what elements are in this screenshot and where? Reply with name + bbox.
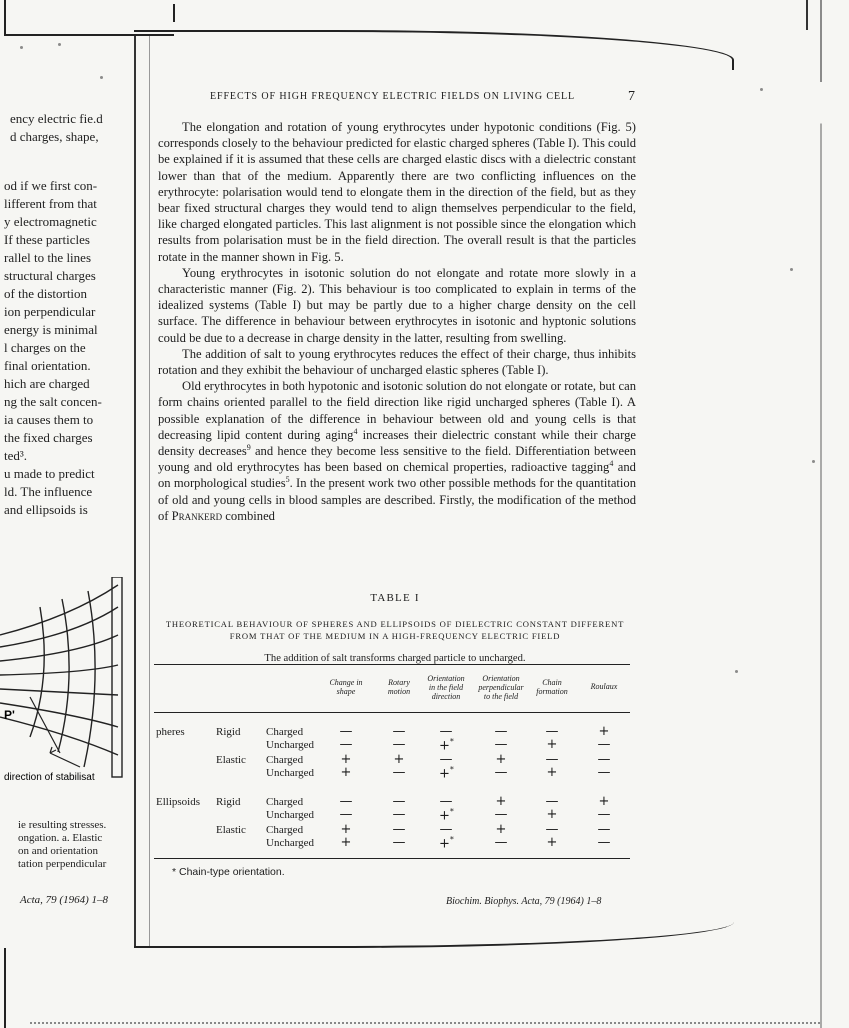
table-symbol: — <box>597 822 611 837</box>
column-header-line: Orientation <box>482 674 520 683</box>
left-page-line: energy is minimal <box>4 322 98 337</box>
figure-direction-label: direction of stabilisat <box>4 772 95 783</box>
table-symbol: — <box>392 807 406 822</box>
table-symbol: +* <box>439 835 454 852</box>
table-symbol: — <box>439 794 453 809</box>
left-page-line: the fixed charges <box>4 430 93 445</box>
row-charge-label: Charged <box>266 824 304 836</box>
column-header <box>318 678 374 696</box>
table-symbol: — <box>392 724 406 739</box>
left-caption-line: ongation. a. Elastic <box>18 832 103 844</box>
table-symbol: — <box>494 724 508 739</box>
table-symbol: + <box>340 822 352 837</box>
page-gutter <box>134 36 150 946</box>
table-symbol: — <box>494 835 508 850</box>
column-header <box>576 682 632 691</box>
row-charge-label: Uncharged <box>266 809 315 821</box>
table-symbol: — <box>339 794 353 809</box>
table-rule <box>154 712 630 713</box>
column-header <box>418 674 474 701</box>
table-symbol: — <box>439 724 453 739</box>
reference-marker: 4 <box>609 459 614 469</box>
left-page-figure <box>0 577 135 787</box>
table-symbol: — <box>494 765 508 780</box>
table-symbol: — <box>339 737 353 752</box>
scan-speck <box>790 268 793 271</box>
left-page-line: If these particles <box>4 232 90 247</box>
table-footnote: * Chain-type orientation. <box>172 866 285 878</box>
scan-border <box>30 1022 820 1024</box>
left-page-line: and ellipsoids is <box>4 502 88 517</box>
column-header-line: Rotary <box>388 678 410 687</box>
left-page-line: lifferent from that <box>4 196 97 211</box>
left-caption-line: tation perpendicular <box>18 858 107 870</box>
table-symbol: — <box>545 752 559 767</box>
left-facing-page <box>0 36 135 946</box>
reference-marker: 5 <box>285 475 290 485</box>
table-label: TABLE I <box>370 592 420 604</box>
column-header-line: direction <box>431 692 461 701</box>
table-symbol: — <box>439 822 453 837</box>
body-paragraph: The elongation and rotation of young erythrocytes under hypotonic conditions (Fig. 5) corresponds closely to the behaviour predicted for elastic charged spheres (Table I). This could be explained if it is assumed that these cells are charged elastic discs with a dielectric constant lower than that of the medium. Apparently there are two conflicting influences on the erythrocyte: polarisation would tend to elongate them in the direction of the field, but as they bear fixed structural charges they would tend to align themselves perpendicular to the field, like charged elongated particles. This last alignment is not possible since the elongation which results from polarisation must be in the field direction. The overall result is that the particles rotate in the manner shown in Fig. 5. <box>158 120 636 264</box>
body-paragraph: Young erythrocytes in isotonic solution do not elongate and rotate more slowly in a characteristic manner (Fig. 2). This behaviour is too complicated to explain in terms of the idealized systems (Table I) but may be partly due to a higher charge density on the cell surface. The difference in behaviour between erythrocytes in isotonic and hyptonic solutions could be due to a decrease in charge density in the latter, resulting from swelling. <box>158 265 636 345</box>
left-page-line: rallel to the lines <box>4 250 92 265</box>
row-subgroup-type: Elastic <box>216 824 246 836</box>
left-page-line: ency electric fie.d <box>10 111 103 126</box>
table-symbol: +* <box>439 765 454 782</box>
left-page-line: hich are charged <box>4 376 90 391</box>
column-header-line: Orientation <box>427 674 465 683</box>
row-subgroup-type: Elastic <box>216 754 246 766</box>
table-symbol: +* <box>439 807 454 824</box>
left-page-line: y electromagnetic <box>4 214 97 229</box>
table-symbol: — <box>494 807 508 822</box>
left-caption-line: on and orientation <box>18 845 99 857</box>
table-symbol: — <box>597 752 611 767</box>
author-name: Prankerd <box>171 508 223 523</box>
main-page <box>150 80 650 920</box>
table-subcaption: The addition of salt transforms charged particle to uncharged. <box>264 653 526 664</box>
table-symbol: + <box>546 737 558 752</box>
table-symbol: — <box>545 724 559 739</box>
table-symbol: — <box>392 765 406 780</box>
table-symbol: — <box>392 835 406 850</box>
reference-marker: 9 <box>246 442 251 452</box>
table-symbol: — <box>597 765 611 780</box>
reference-marker: 4 <box>353 426 358 436</box>
left-page-line: od if we first con- <box>4 178 98 193</box>
table-symbol: — <box>439 752 453 767</box>
body-paragraph: Old erythrocytes in both hypotonic and isotonic solution do not elongate or rotate, but can form chains oriented parallel to the field direction like rigid uncharged spheres (Table I). A possible explanation of the difference in behaviour between old and young cells is that decreasing lipid content during aging$^4$ increases their dielectric constant while their charge density decreases$^9$ and hence they become less sensitive to the field. Differentiation between young and old erythrocytes has been based on chemical properties, radioactive tagging$^4$ and on morphological studies$^5$. In the present work two other possible methods for the quantitation of old and young cells in blood samples are described. Firstly, the modification of the method of Prankerd combined <box>158 379 637 523</box>
figure-point-label: P' <box>4 708 15 722</box>
row-subgroup-type: Rigid <box>216 796 241 808</box>
table-caption-line: THEORETICAL BEHAVIOUR OF SPHERES AND ELLIPSOIDS OF DIELECTRIC CONSTANT DIFFERENT <box>165 619 625 629</box>
row-charge-label: Charged <box>266 796 304 808</box>
table-symbol: — <box>545 822 559 837</box>
table-symbol: + <box>495 822 507 837</box>
left-page-line: ng the salt concen- <box>4 394 102 409</box>
left-page-line: final orientation. <box>4 358 91 373</box>
table-rule <box>154 858 630 859</box>
journal-citation: Biochim. Biophys. Acta, 79 (1964) 1–8 <box>446 896 602 907</box>
field-lines <box>0 577 122 777</box>
column-header-line: shape <box>336 687 356 696</box>
table-symbol: — <box>494 737 508 752</box>
left-page-line: ld. The influence <box>4 484 93 499</box>
column-header-line: perpendicular <box>478 683 524 692</box>
row-charge-label: Charged <box>266 754 304 766</box>
scan-speck <box>735 670 738 673</box>
left-page-line: ion perpendicular <box>4 304 96 319</box>
table-symbol: — <box>339 724 353 739</box>
row-charge-label: Charged <box>266 726 304 738</box>
table-symbol: + <box>546 765 558 780</box>
table-symbol: + <box>495 794 507 809</box>
left-caption-line: ie resulting stresses. <box>18 819 107 831</box>
left-page-line: l charges on the <box>4 340 86 355</box>
page-top-edge <box>134 30 734 70</box>
table-symbol: + <box>546 835 558 850</box>
left-page-line: ted³. <box>4 448 28 463</box>
column-header <box>473 674 529 701</box>
table-rule <box>154 664 630 665</box>
row-charge-label: Uncharged <box>266 739 315 751</box>
table-symbol: — <box>392 822 406 837</box>
row-charge-label: Uncharged <box>266 837 315 849</box>
page-number: 7 <box>628 89 635 104</box>
column-header-line: to the field <box>483 692 519 701</box>
column-header-line: Roulaux <box>590 682 618 691</box>
table-symbol: — <box>339 807 353 822</box>
row-group-shape: pheres <box>156 726 185 738</box>
table-symbol: + <box>598 794 610 809</box>
left-page-line: structural charges <box>4 268 96 283</box>
scan-speck <box>760 88 763 91</box>
table-symbol: + <box>340 835 352 850</box>
page-bottom-edge <box>134 920 734 948</box>
column-header-line: motion <box>387 687 411 696</box>
scan-speck <box>812 460 815 463</box>
body-text <box>158 119 636 524</box>
left-page-line: d charges, shape, <box>10 129 99 144</box>
scan-border <box>820 0 822 1028</box>
table-symbol: — <box>597 737 611 752</box>
table-symbol: + <box>598 724 610 739</box>
table-symbol: + <box>340 752 352 767</box>
table-symbol: — <box>392 794 406 809</box>
column-header-line: Chain <box>542 678 562 687</box>
table-symbol: + <box>393 752 405 767</box>
table-symbol: + <box>340 765 352 780</box>
table-symbol: — <box>597 807 611 822</box>
table-symbol: — <box>597 835 611 850</box>
scan-border <box>173 4 175 22</box>
table-caption <box>150 618 640 642</box>
column-header-line: Change in <box>329 678 363 687</box>
row-subgroup-type: Rigid <box>216 726 241 738</box>
table-symbol: + <box>495 752 507 767</box>
table-symbol: — <box>545 794 559 809</box>
table-symbol: — <box>392 737 406 752</box>
running-head: EFFECTS OF HIGH FREQUENCY ELECTRIC FIELDS ON LIVING CELL <box>210 91 576 102</box>
left-page-line: of the distortion <box>4 286 88 301</box>
scan-border <box>806 0 808 30</box>
column-header-line: in the field <box>428 683 464 692</box>
left-page-line: u made to predict <box>4 466 95 481</box>
left-page-footer: Acta, 79 (1964) 1–8 <box>20 894 108 906</box>
table-caption-line: FROM THAT OF THE MEDIUM IN A HIGH-FREQUENCY ELECTRIC FIELD <box>229 631 561 641</box>
column-header <box>524 678 580 696</box>
table-symbol: +* <box>439 737 454 754</box>
table-symbol: + <box>546 807 558 822</box>
table-section <box>150 592 640 852</box>
scan-border <box>4 948 6 1028</box>
row-group-shape: Ellipsoids <box>156 796 201 808</box>
column-header-line: formation <box>536 687 568 696</box>
body-paragraph: The addition of salt to young erythrocytes reduces the effect of their charge, thus inhibits rotation and they exhibit the behaviour of uncharged elastic spheres (Table I). <box>158 346 636 378</box>
left-page-line: ia causes them to <box>4 412 94 427</box>
row-charge-label: Uncharged <box>266 767 315 779</box>
